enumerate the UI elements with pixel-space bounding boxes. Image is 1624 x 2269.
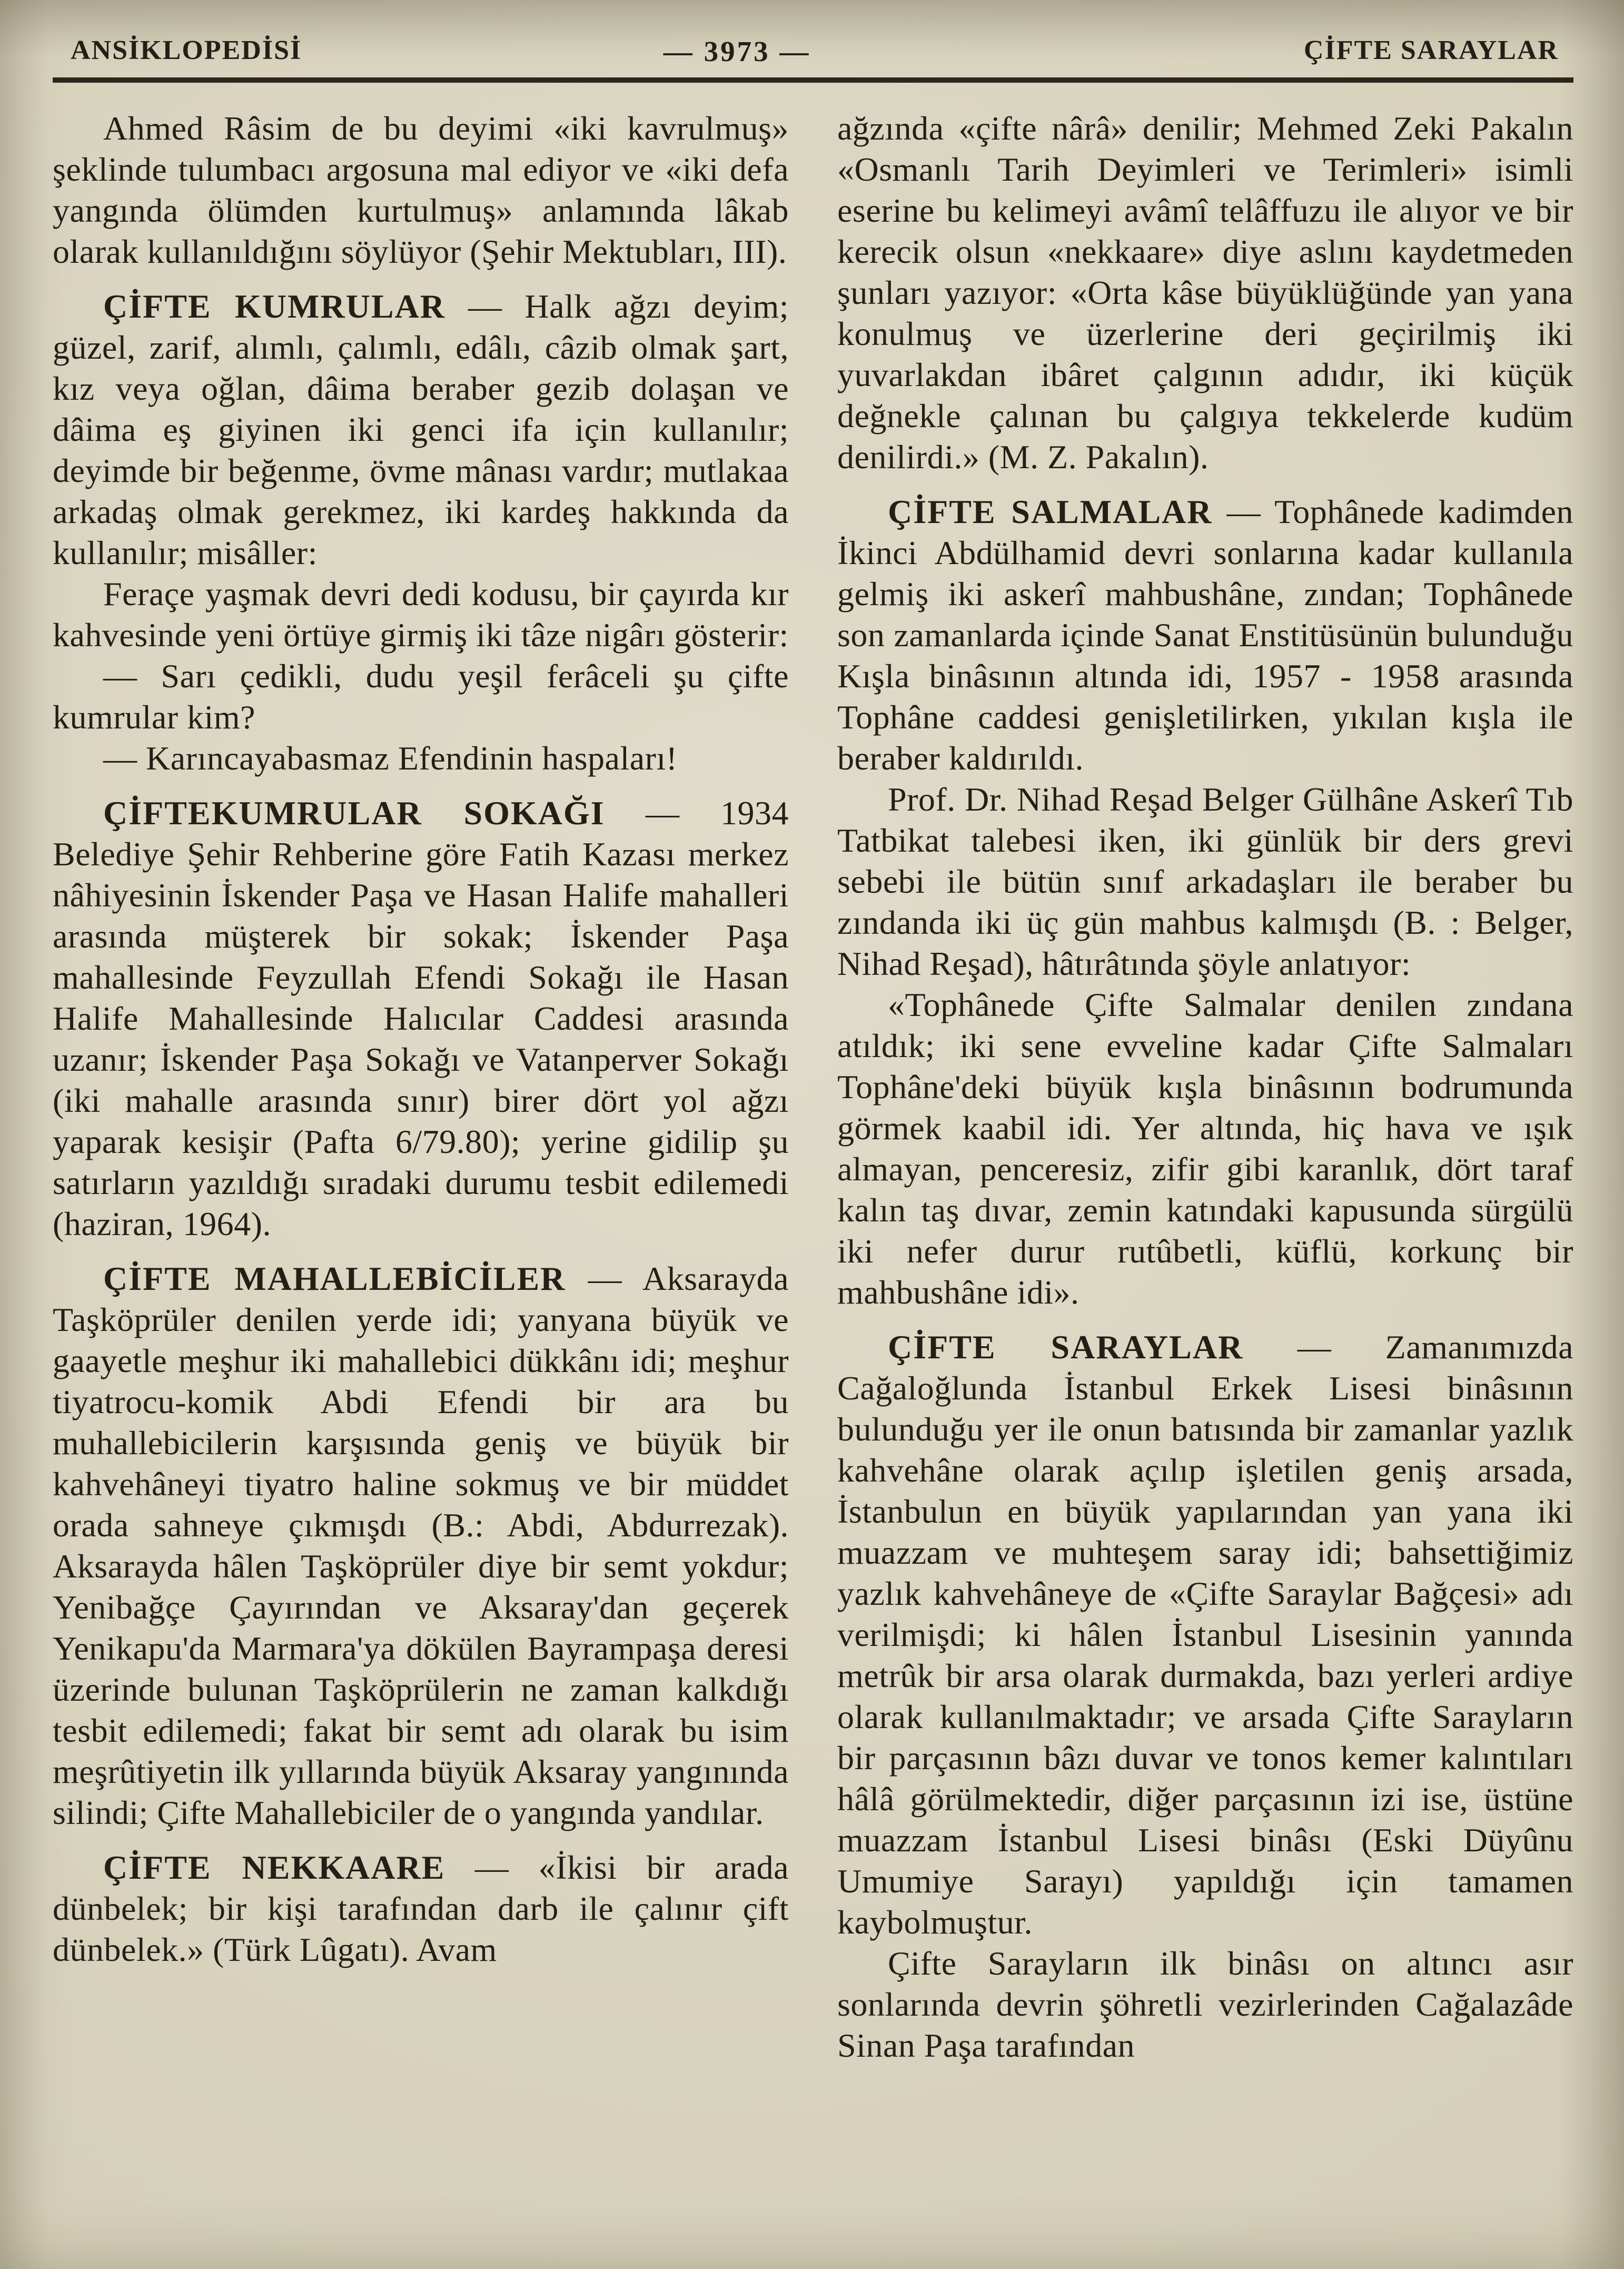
entry-heading: ÇİFTE MAHALLEBİCİLER <box>103 1260 566 1297</box>
encyclopedia-entry-paragraph: ÇİFTE NEKKAARE — «İkisi bir arada dünbelek; bir kişi tarafından darb ile çalınır çift dünbelek.» (Türk Lûgatı). Avam <box>53 1849 789 1968</box>
paragraph: Prof. Dr. Nihad Reşad Belger Gülhâne Askerî Tıb Tatbikat talebesi iken, iki günlük bir ders grevi sebebi ile bütün sınıf arkadaşları ile beraber bu zındanda iki üç gün mahbus kalmışdı (B. : Belger, Nihad Reşad), hâtırâtında şöyle anlatıyor: <box>837 781 1573 982</box>
entry-heading: ÇİFTE KUMRULAR <box>103 288 445 325</box>
paragraph: «Tophânede Çifte Salmalar denilen zındana atıldık; iki sene evveline kadar Çifte Salmaları Tophâne'deki büyük kışla binâsının bodrumunda görmek kaabil idi. Yer altında, hiç hava ve ışık almayan, penceresiz, zifir gibi karanlık, dört taraf kalın taş dıvar, zemin katındaki kapusunda sürgülü iki nefer durur rutûbetli, küflü, korkunç bir mahbushâne idi». <box>837 986 1573 1311</box>
paragraph: ağzında «çifte nârâ» denilir; Mehmed Zeki Pakalın «Osmanlı Tarih Deyimleri ve Terimleri» isimli eserine bu kelimeyi avâmî telâffuzu ile alıyor ve bir kerecik olsun «nekkaare» diye aslını kaydetmeden şunları yazıyor: «Orta kâse büyüklüğünde yan yana konulmuş ve üzerlerine deri geçirilmiş iki yuvarlakdan ibâret çalgının adıdır, iki küçük değnekle çalınan bu çalgıya tekkelerde kudüm denilirdi.» (M. Z. Pakalın). <box>837 110 1573 476</box>
encyclopedia-entry-paragraph: ÇİFTE MAHALLEBİCİLER — Aksarayda Taşköprüler denilen yerde idi; yanyana büyük ve gaayetle meşhur iki mahallebici dükkânı idi; meşhur tiyatrocu-komik Abdi Efendi bir ara bu muhallebicilerin karşısında geniş ve büyük bir kahvehâneyi tiyatro haline sokmuş ve bir müddet orada sahneye çıkmışdı (B.: Abdi, Abdurrezak). Aksarayda hâlen Taşköprüler diye bir semt yokdur; Yenibağçe Çayırından ve Aksaray'dan geçerek Yenikapu'da Marmara'ya dökülen Bayrampaşa deresi üzerinde bulunan Taşköprülerin ne zaman kalkdığı tesbit edilemedi; fakat bir semt adı olarak bu isim meşrûtiyetin ilk yıllarında büyük Aksaray yangınında silindi; Çifte Mahallebiciler de o yangında yandılar. <box>53 1260 789 1831</box>
encyclopedia-entry-paragraph: ÇİFTEKUMRULAR SOKAĞI — 1934 Belediye Şehir Rehberine göre Fatih Kazası merkez nâhiyesinin İskender Paşa ve Hasan Halife mahalleri arasında müşterek bir sokak; İskender Paşa mahallesinde Feyzullah Efendi Sokağı ile Hasan Halife Mahallesinde Halıcılar Caddesi arasında uzanır; İskender Paşa Sokağı ve Vatanperver Sokağı (iki mahalle arasında sınır) birer dört yol ağzı yaparak kesişir (Pafta 6/79.80); yerine gidilip şu satırların yazıldığı sıradaki durumu tesbit edilemedi (haziran, 1964). <box>53 794 789 1242</box>
paragraph: Feraçe yaşmak devri dedi kodusu, bir çayırda kır kahvesinde yeni örtüye girmiş iki tâze nigârı gösterir: <box>53 575 789 654</box>
running-title-right: ÇİFTE SARAYLAR <box>1303 35 1559 65</box>
paragraph: — Karıncayabasmaz Efendinin haspaları! <box>103 739 678 777</box>
encyclopedia-entry-paragraph: ÇİFTE SARAYLAR — Zamanımızda Cağaloğlunda İstanbul Erkek Lisesi binâsının bulunduğu yer ile onun batısında bir zamanlar yazlık kahvehâne olarak açılıp işletilen geniş arsada, İstanbulun en büyük yapılarından yan yana iki muazzam ve muhteşem saray idi; bahsettiğimiz yazlık kahvehâneye de «Çifte Saraylar Bağçesi» adı verilmişdi; ki hâlen İstanbul Lisesinin yanında metrûk bir arsa olarak durmakda, bazı yerleri ardiye olarak kullanılmaktadır; ve arsada Çifte Sarayların bir parçasının bâzı duvar ve tonos kemer kalıntıları hâlâ görülmektedir, diğer parçasının izi ise, üstüne muazzam İstanbul Lisesi binâsı (Eski Düyûnu Umumiye Sarayı) yapıldığı için tamamen kaybolmuştur. <box>837 1328 1574 1941</box>
running-title-left: ANSİKLOPEDİSİ <box>71 35 302 65</box>
paragraph: Ahmed Râsim de bu deyimi «iki kavrulmuş» şeklinde tulumbacı argosuna mal ediyor ve «iki defa yangında ölümden kurtulmuş» anlamında lâkab olarak kullanıldığını söylüyor (Şehir Mektubları, III). <box>53 110 789 270</box>
header-divider <box>53 77 1573 83</box>
paragraph: Çifte Sarayların ilk binâsı on altıncı asır sonlarında devrin şöhretli vezirlerinden Cağalazâde Sinan Paşa tarafından <box>837 1945 1573 2064</box>
entry-heading: ÇİFTEKUMRULAR SOKAĞI <box>103 794 605 832</box>
right-column <box>837 108 1573 2066</box>
encyclopedia-entry-paragraph: ÇİFTE SALMALAR — Tophânede kadimden İkinci Abdülhamid devri sonlarına kadar kullanıla gelmiş iki askerî mahbushâne, zından; Tophânede son zamanlarda içinde Sanat Enstitüsünün bulunduğu Kışla binâsının altında idi, 1957 - 1958 arasında Tophâne caddesi genişletilirken, yıkılan kışla ile beraber kaldırıldı. <box>837 493 1574 777</box>
text-columns <box>53 108 1573 2066</box>
page-number: — 3973 — <box>663 35 811 67</box>
page-header <box>53 26 1573 77</box>
encyclopedia-entry-paragraph: ÇİFTE KUMRULAR — Halk ağzı deyim; güzel, zarif, alımlı, çalımlı, edâlı, câzib olmak şart, kız veya oğlan, dâima beraber gezib dolaşan ve dâima eş giyinen iki genci ifa için kullanılır; deyimde bir beğenme, övme mânası vardır; mutlakaa arkadaş olmak gerekmez, iki kardeş hakkında da kullanılır; misâller: <box>53 288 789 571</box>
entry-heading: ÇİFTE SALMALAR <box>888 493 1213 530</box>
paragraph: — Sarı çedikli, dudu yeşil ferâceli şu çifte kumrular kim? <box>53 657 789 736</box>
entry-heading: ÇİFTE SARAYLAR <box>888 1328 1244 1366</box>
left-column <box>53 108 789 2066</box>
entry-heading: ÇİFTE NEKKAARE <box>103 1849 445 1886</box>
